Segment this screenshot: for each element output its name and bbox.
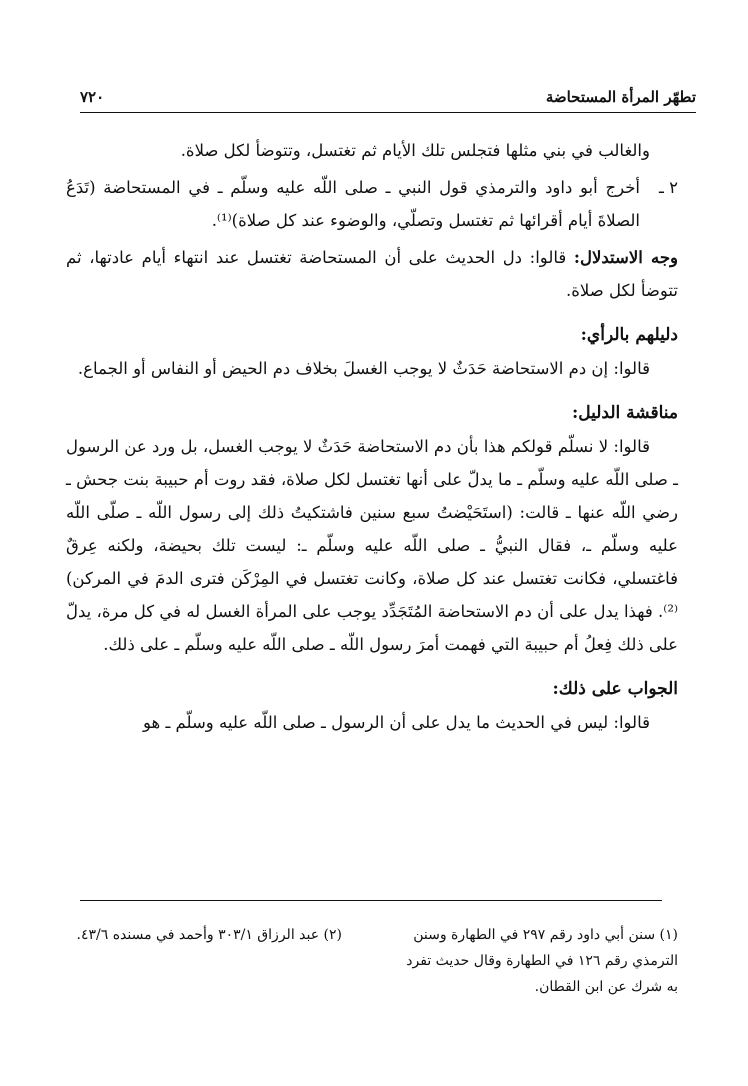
paragraph: قالوا: إن دم الاستحاضة حَدَثٌ لا يوجب الغسلَ بخلاف دم الحيض أو النفاس أو الجماع. <box>77 359 650 378</box>
item-text: أخرج أبو داود والترمذي قول النبي ـ صلى اللّه عليه وسلّم ـ في المستحاضة (تَدَعُ الصلاةَ أيام أقرائها ثم تغتسل وتصلّي، والوضوء عند كل صلاة)⁽¹⁾. <box>66 178 640 230</box>
paragraph: قالوا: لا نسلّم قولكم هذا بأن دم الاستحاضة حَدَثٌ لا يوجب الغسل، بل ورد عن الرسول ـ صلى اللّه عليه وسلّم ـ ما يدلّ على أنها تغتسل لكل صلاة، فقد روت أم حبيبة بنت جحش ـ رضي اللّه عنها ـ قالت: (استَحَيْضتُ سبع سنين فاشتكيتُ ذلك إلى رسول اللّه ـ صلّى اللّه عليه وسلّم ـ، فقال النبيُّ ـ صلى اللّه عليه وسلّم ـ: ليست تلك بحيضة، ولكنه عِرقٌ فاغتسلي، فكانت تغتسل عند كل صلاة، وكانت تغتسل في المِرْكَن فترى الدمَ في المركن)⁽²⁾. فهذا يدل على أن دم الاستحاضة المُتَجَدِّد يوجب على المرأة الغسل له في كل مرة، يدلّ على ذلك فِعلُ أم حبيبة التي فهمت أمرَ رسول اللّه ـ صلى اللّه عليه وسلّم ـ على ذلك. <box>66 437 678 654</box>
numbered-item <box>66 171 678 237</box>
footnote: (١) سنن أبي داود رقم ٢٩٧ في الطهارة وسنن الترمذي رقم ١٢٦ في الطهارة وقال حديث تفرد به شرك عن ابن القطان. <box>406 927 678 995</box>
footnote: (٢) عبد الرزاق ٣٠٣/١ وأحمد في مسنده ٤٣/٦. <box>76 927 342 943</box>
wajh-label: وجه الاستدلال: <box>573 248 678 267</box>
paragraph: والغالب في بني مثلها فتجلس تلك الأيام ثم تغتسل، وتتوضأ لكل صلاة. <box>180 141 650 160</box>
running-title: تطهّر المرأة المستحاضة <box>545 88 696 106</box>
section-heading: دليلهم بالرأي: <box>580 325 678 345</box>
page-header <box>80 86 696 113</box>
section-heading: الجواب على ذلك: <box>552 679 678 699</box>
page-number: ٧٢٠ <box>80 88 105 106</box>
wajh-text: قالوا: دل الحديث على أن المستحاضة تغتسل عند انتهاء أيام عادتها، ثم تتوضأ لكل صلاة. <box>66 248 678 300</box>
item-number: ٢ ـ <box>659 178 678 197</box>
main-text <box>66 134 678 739</box>
paragraph: قالوا: ليس في الحديث ما يدل على أن الرسول ـ صلى اللّه عليه وسلّم ـ هو <box>142 713 650 732</box>
section-heading: مناقشة الدليل: <box>571 403 678 423</box>
footnote-divider <box>80 900 662 901</box>
paragraph-wajh <box>66 241 678 307</box>
